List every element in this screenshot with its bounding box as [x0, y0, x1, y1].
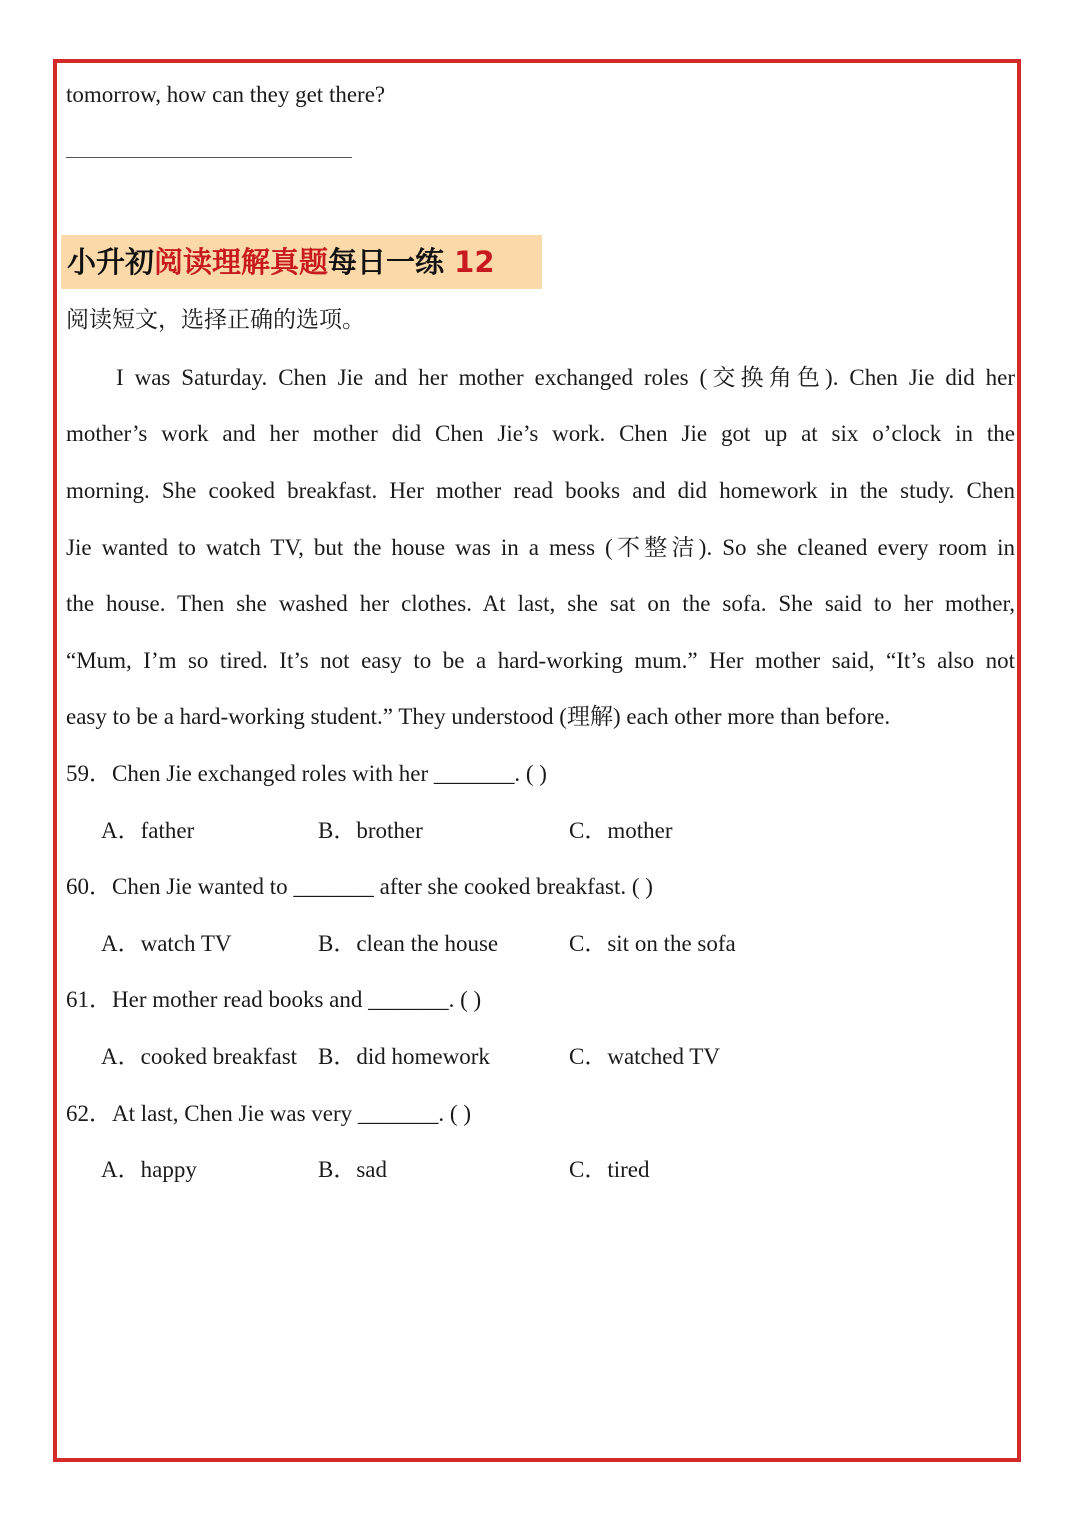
- option-a[interactable]: A．father: [101, 818, 195, 843]
- passage-line: easy to be a hard-working student.” They understood (理解) each other more than before.: [66, 704, 891, 729]
- question-text: 61．Her mother read books and _______. ( ): [66, 987, 482, 1012]
- option-b[interactable]: B．sad: [318, 1157, 387, 1182]
- option-a[interactable]: A．cooked breakfast: [101, 1044, 298, 1069]
- answer-blank-line: [66, 157, 352, 158]
- question-text: 60．Chen Jie wanted to _______ after she cooked breakfast. ( ): [66, 874, 653, 899]
- option-c[interactable]: C．mother: [569, 818, 673, 843]
- option-c[interactable]: C．sit on the sofa: [569, 931, 736, 956]
- section-title-banner: [61, 235, 542, 289]
- instruction-text: 阅读短文，选择正确的选项。: [66, 307, 365, 332]
- title-number: 12: [454, 245, 495, 279]
- title-highlight: 阅读理解真题: [154, 245, 329, 279]
- passage-line: “Mum, I’m so tired. It’s not easy to be a hard-working mum.” Her mother said, “It’s also not: [66, 648, 1015, 673]
- passage-line: mother’s work and her mother did Chen Jie’s work. Chen Jie got up at six o’clock in the: [66, 421, 1015, 446]
- title-suffix: 每日一练: [328, 245, 455, 279]
- passage-line: Jie wanted to watch TV, but the house was in a mess (不整洁). So she cleaned every room in: [66, 535, 1015, 560]
- option-a[interactable]: A．watch TV: [101, 931, 232, 956]
- passage-line: the house. Then she washed her clothes. At last, she sat on the sofa. She said to her mother,: [66, 591, 1015, 616]
- previous-question-continuation: tomorrow, how can they get there?: [66, 82, 386, 107]
- option-b[interactable]: B．clean the house: [318, 931, 499, 956]
- title-prefix: 小升初: [67, 245, 155, 279]
- option-c[interactable]: C．watched TV: [569, 1044, 720, 1069]
- option-b[interactable]: B．brother: [318, 818, 423, 843]
- option-b[interactable]: B．did homework: [318, 1044, 490, 1069]
- option-a[interactable]: A．happy: [101, 1157, 197, 1182]
- passage-line: morning. She cooked breakfast. Her mother read books and did homework in the study. Chen: [66, 478, 1015, 503]
- option-c[interactable]: C．tired: [569, 1157, 650, 1182]
- question-text: 62．At last, Chen Jie was very _______. ( ): [66, 1101, 471, 1126]
- question-text: 59．Chen Jie exchanged roles with her _______. ( ): [66, 761, 547, 786]
- passage-line: I was Saturday. Chen Jie and her mother exchanged roles (交换角色). Chen Jie did her: [116, 365, 1015, 390]
